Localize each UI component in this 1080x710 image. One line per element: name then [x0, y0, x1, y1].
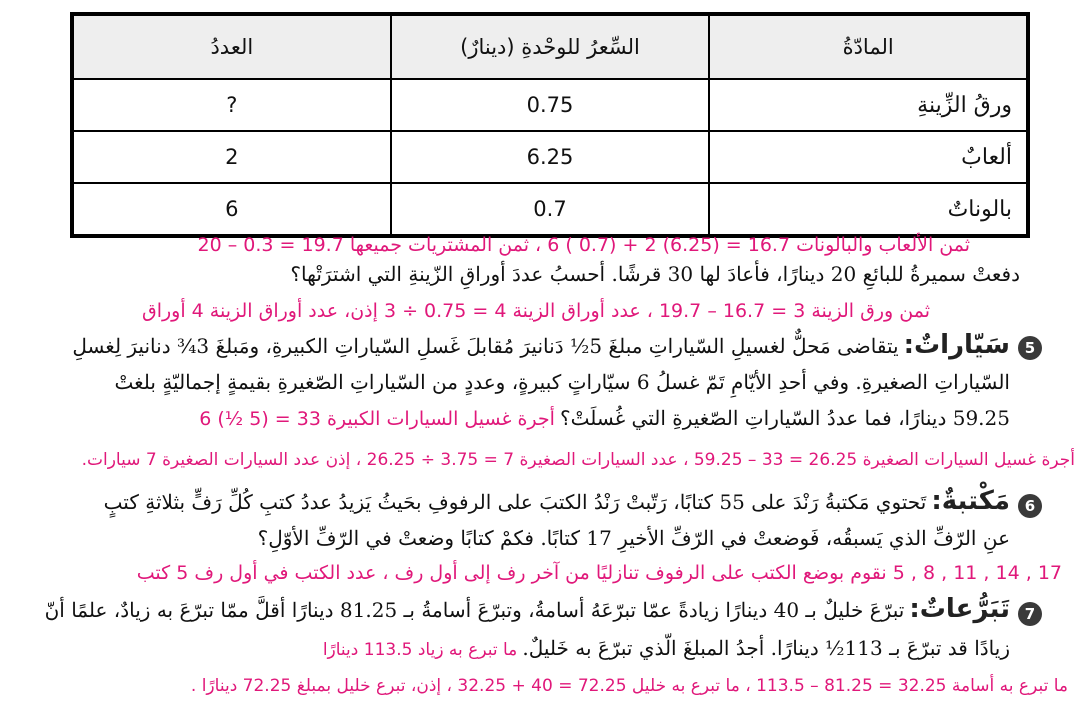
question-line: [104, 486, 1010, 516]
cell-item: ألعابٌ: [709, 131, 1028, 183]
cell-item: بالوناتٌ: [709, 183, 1028, 236]
question-text: عنِ الرّفِّ الذي يَسبقُه، فَوضعتْ في الرّفِّ الأخيرِ 17 كتابًا. فكمْ كتابًا وضعتْ في الرّفِّ الأوّلِ؟: [257, 526, 1010, 550]
table-header-row: [72, 14, 1028, 79]
answer-first-shelf: 17 , 14 , 11 , 8 , 5 نقوم بوضع الكتب على الرفوف تنازليًا من آخر رف إلى أول رف ، عدد الكتب في أول رف 5 كتب: [136, 562, 1062, 584]
question-title: مَكْتبةٌ:: [931, 486, 1010, 516]
question-line: [45, 594, 1010, 624]
question-text: تَحتوي مَكتبةُ رَنْدَ على 55 كتابًا، رَتّبتْ رَنْدُ الكتبَ على الرفوفِ بحَيثُ يَزيدُ عددُ كتبِ كُلِّ رَفٍّ بثلاثةِ كتبٍ: [103, 490, 927, 514]
header-item: المادّةُ: [709, 14, 1028, 79]
answer-khalil-donation: ما تبرع به أسامة 32.25 = 81.25 – 113.5 ، ما تبرع به خليل 72.25 = 40 + 32.25 ، إذن، تبرع خليل بمبلغ 72.25 دينارًا .: [190, 676, 1068, 696]
question-line: [199, 406, 1010, 430]
question-line: [72, 330, 1010, 360]
cell-item: ورقُ الزِّينةِ: [709, 79, 1028, 131]
question-number-badge: 6: [1018, 494, 1042, 518]
question-number-badge: 7: [1018, 602, 1042, 626]
cell-count: ?: [72, 79, 391, 131]
question-text: زيادًا قد تبرّعَ بـ 113½ دينارًا. أجدُ المبلغَ الّذي تبرّعَ به خَليلٌ.: [522, 636, 1010, 660]
answer-total-cost: ثمن الألعاب والبالونات 16.7 = (6.25) 2 + (0.7 ) 6 ، ثمن المشتريات جميعها 19.7 = 0.3 – 20: [197, 234, 970, 256]
question-text: السّياراتِ الصغيرةِ. وفي أحدِ الأيّامِ تَمّ غسلُ 6 سيّاراتٍ كبيرةٍ، وعددٍ من السّياراتِ الصّغيرةِ بقيمةٍ إجماليّةٍ بلغتْ: [114, 370, 1010, 394]
table-row: [72, 183, 1028, 236]
question-text: يتقاضى مَحلٌّ لغسيلِ السّياراتِ مبلغَ 5½ دَنانيرَ مُقابلَ غَسلِ السّياراتِ الكبيرةِ، ومَبلغَ 3¾ دنانيرَ لِغسلِ: [72, 334, 899, 358]
table-row: [72, 131, 1028, 183]
cell-price: 0.7: [391, 183, 710, 236]
answer-small-cars: أجرة غسيل السيارات الصغيرة 26.25 = 33 – 59.25 ، عدد السيارات الصغيرة 7 = 3.75 ÷ 26.25 ، إذن عدد السيارات الصغيرة 7 سيارات.: [81, 450, 1075, 470]
header-count: العددُ: [72, 14, 391, 79]
question-text: تبرّعَ خليلٌ بـ 40 دينارًا زيادةً عمّا تبرّعَهُ أسامةُ، وتبرّعَ أسامةُ بـ 81.25 دينارًا أقلَّ ممّا تبرّعَ به زيادٌ، علمًا أنّ: [44, 598, 905, 622]
cell-count: 6: [72, 183, 391, 236]
answer-paper-count: ثمن ورق الزينة 3 = 16.7 – 19.7 ، عدد أوراق الزينة 4 = 0.75 ÷ 3 إذن، عدد أوراق الزينة 4 أوراق: [141, 300, 930, 322]
question-text: 59.25 دينارًا، فما عددُ السّياراتِ الصّغيرةِ التي غُسلَتْ؟: [560, 406, 1010, 430]
answer-inline: ما تبرع به زياد 113.5 دينارًا: [322, 640, 518, 660]
question-number-badge: 5: [1018, 336, 1042, 360]
data-table: [70, 12, 1030, 238]
question-title: سَيّاراتٌ:: [903, 330, 1010, 360]
question-text: دفعتْ سميرةُ للبائعِ 20 دينارًا، فأعادَ لها 30 قرشًا. أحسبُ عددَ أوراقِ الزّينةِ التي اشترَتْها؟: [290, 262, 1020, 286]
cell-price: 0.75: [391, 79, 710, 131]
header-price: السِّعرُ للوحْدةِ (دينارٌ): [391, 14, 710, 79]
cell-price: 6.25: [391, 131, 710, 183]
cell-count: 2: [72, 131, 391, 183]
answer-inline: أجرة غسيل السيارات الكبيرة 33 = (5 ½) 6: [199, 408, 555, 430]
question-title: تَبَرُّعاتٌ:: [909, 594, 1010, 624]
table-row: [72, 79, 1028, 131]
question-line: [323, 636, 1010, 660]
